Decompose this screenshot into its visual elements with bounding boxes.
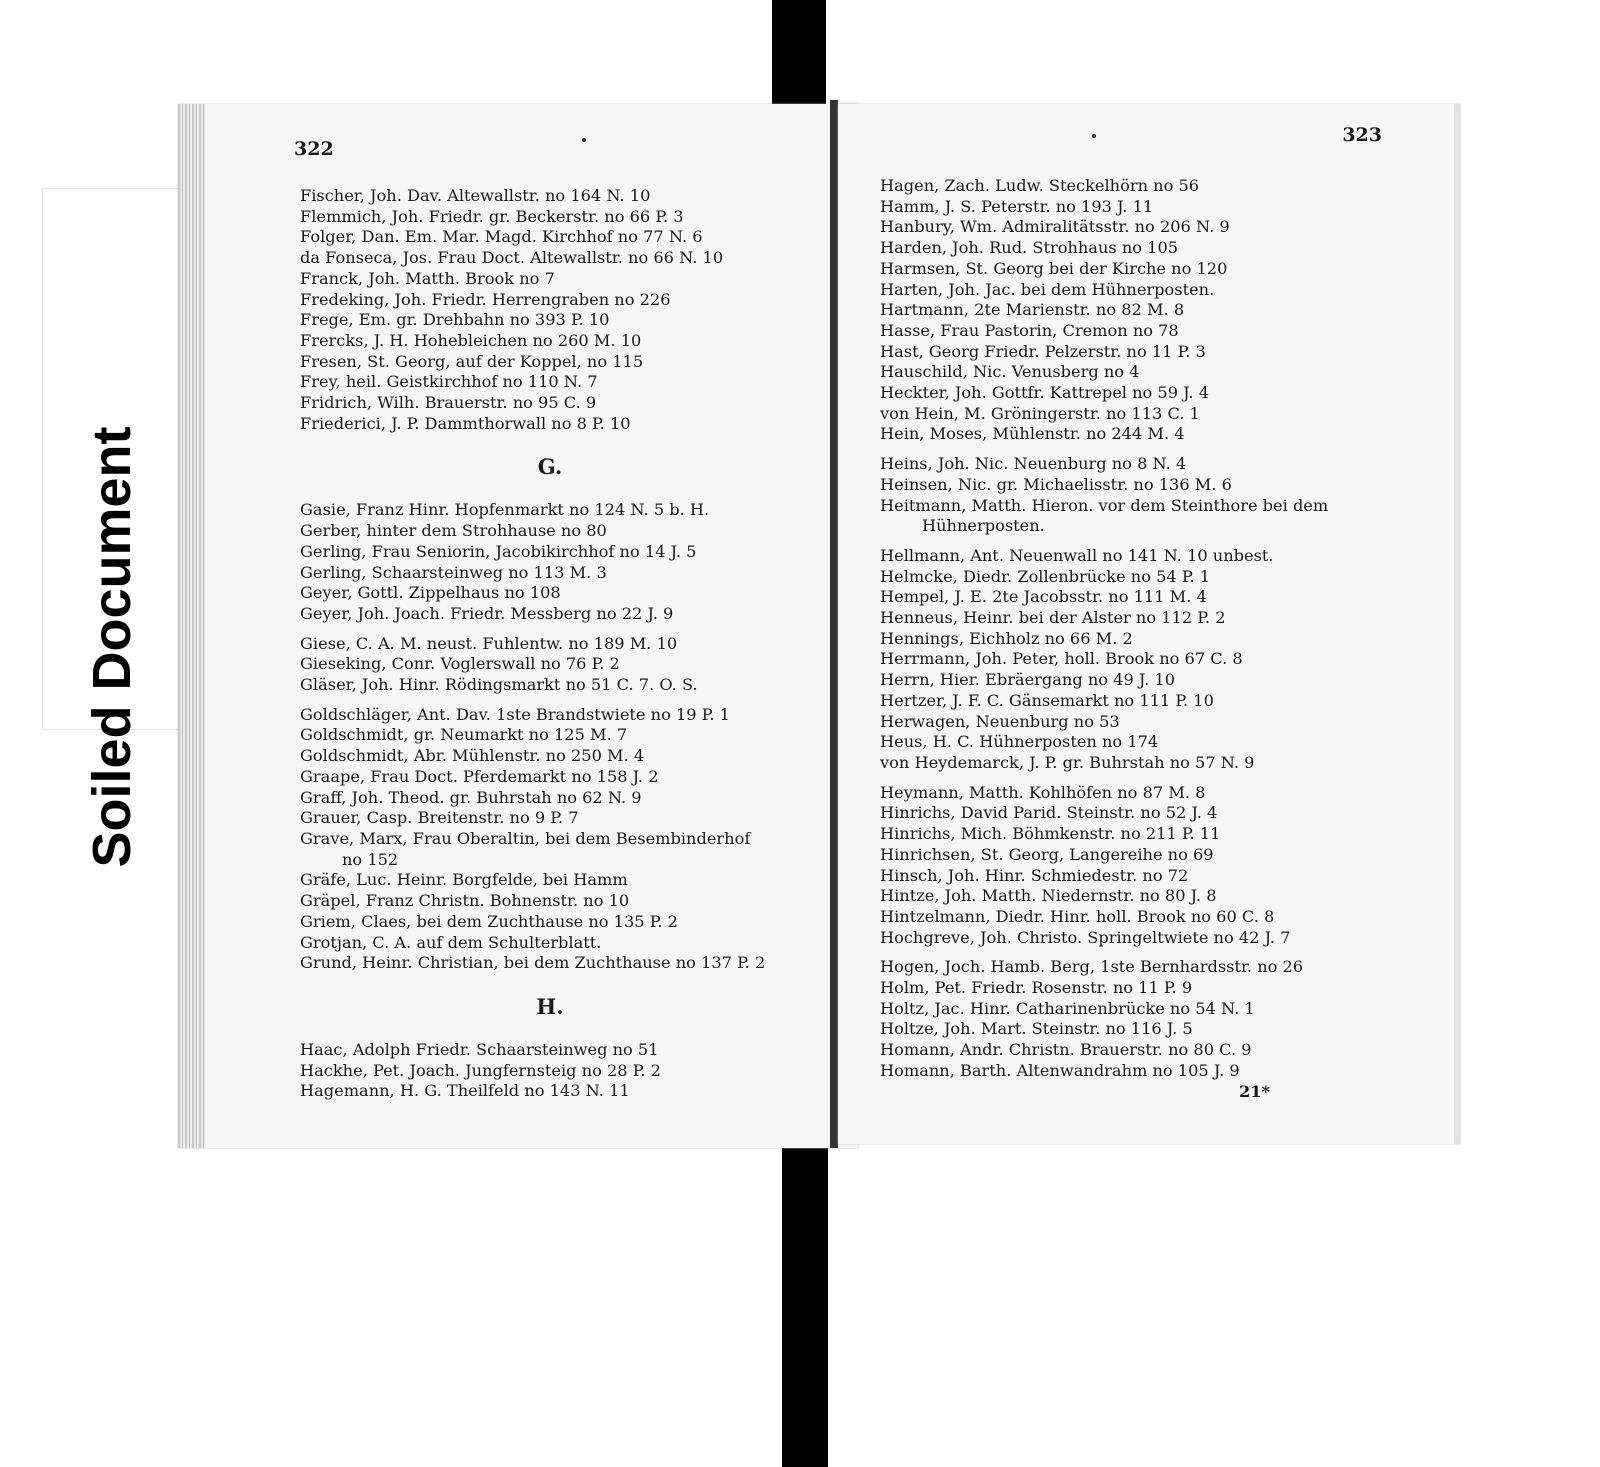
directory-entry: Hagemann, H. G. Theilfeld no 143 N. 11 — [300, 1081, 630, 1101]
page-number-left: 322 — [294, 138, 334, 160]
directory-entry: von Hein, M. Gröningerstr. no 113 C. 1 — [880, 403, 1200, 423]
directory-entry: Heitmann, Matth. Hieron. vor dem Steinthore bei dem — [880, 495, 1329, 515]
signature-mark: 21* — [1239, 1081, 1270, 1101]
directory-entry: Gläser, Joh. Hinr. Rödingsmarkt no 51 C. 7. O. S. — [300, 675, 698, 695]
directory-entry: Homann, Barth. Altenwandrahm no 105 J. 9 — [880, 1060, 1240, 1080]
directory-entry: Holm, Pet. Friedr. Rosenstr. no 11 P. 9 — [880, 978, 1193, 998]
directory-entry: Heus, H. C. Hühnerposten no 174 — [880, 732, 1159, 752]
directory-entry: Hast, Georg Friedr. Pelzerstr. no 11 P. 3 — [880, 341, 1206, 361]
directory-entry: Hartmann, 2te Marienstr. no 82 M. 8 — [880, 300, 1185, 320]
right-column — [880, 176, 1440, 1102]
directory-entry: Griem, Claes, bei dem Zuchthause no 135 P. 2 — [300, 911, 678, 931]
directory-entry: Fischer, Joh. Dav. Altewallstr. no 164 N. 10 — [300, 186, 651, 205]
binding-spine-bottom — [782, 1140, 828, 1467]
entry-group — [880, 957, 1440, 1081]
binding-spine-top — [772, 0, 826, 112]
directory-entry: Haac, Adolph Friedr. Schaarsteinweg no 51 — [300, 1039, 659, 1059]
directory-entry: Henneus, Heinr. bei der Alster no 112 P. 2 — [880, 608, 1226, 628]
tag-label: Soiled Document — [82, 426, 142, 868]
directory-entry: Holtze, Joh. Mart. Steinstr. no 116 J. 5 — [880, 1019, 1193, 1039]
directory-entry: Fredeking, Joh. Friedr. Herrengraben no 226 — [300, 289, 671, 309]
directory-entry: Hein, Moses, Mühlenstr. no 244 M. 4 — [880, 424, 1185, 444]
directory-entry: Harden, Joh. Rud. Strohhaus no 105 — [880, 238, 1179, 258]
right-page — [838, 104, 1460, 1144]
print-dot — [582, 138, 586, 142]
directory-entry: Hellmann, Ant. Neuenwall no 141 N. 10 unbest. — [880, 545, 1274, 565]
directory-entry: Grave, Marx, Frau Oberaltin, bei dem Besembinderhof — [300, 828, 751, 848]
entry-group — [880, 454, 1440, 516]
directory-entry: Harten, Joh. Jac. bei dem Hühnerposten. — [880, 279, 1215, 299]
entry-group — [300, 705, 840, 850]
directory-entry: Hochgreve, Joh. Christo. Springeltwiete no 42 J. 7 — [880, 927, 1291, 947]
directory-entry: Graape, Frau Doct. Pferdemarkt no 158 J. 2 — [300, 766, 659, 786]
directory-entry: Hintze, Joh. Matth. Niedernstr. no 80 J. 8 — [880, 886, 1217, 906]
entry-continuation: Hühnerposten. — [922, 516, 1045, 536]
entry-continuation: no 152 — [342, 849, 399, 869]
entry-group — [300, 500, 840, 624]
left-column — [300, 186, 840, 1102]
directory-entry: Hinrichs, David Parid. Steinstr. no 52 J. 4 — [880, 803, 1218, 823]
directory-entry: Goldschmidt, Abr. Mühlenstr. no 250 M. 4 — [300, 746, 645, 766]
entry-group — [880, 783, 1440, 949]
directory-entry: Franck, Joh. Matth. Brook no 7 — [300, 268, 555, 288]
directory-entry: Hempel, J. E. 2te Jacobsstr. no 111 M. 4 — [880, 587, 1207, 607]
directory-entry: Gasie, Franz Hinr. Hopfenmarkt no 124 N. 5 b. H. — [300, 500, 710, 520]
directory-entry: Gräpel, Franz Christn. Bohnenstr. no 10 — [300, 891, 630, 911]
entry-group — [880, 176, 1440, 445]
directory-entry: Gräfe, Luc. Heinr. Borgfelde, bei Hamm — [300, 870, 628, 890]
entry-group — [880, 546, 1440, 774]
directory-entry: Hasse, Frau Pastorin, Cremon no 78 — [880, 320, 1179, 340]
directory-entry: Frercks, J. H. Hohebleichen no 260 M. 10 — [300, 330, 642, 350]
group-gap — [880, 445, 1440, 454]
directory-entry: Herrmann, Joh. Peter, holl. Brook no 67 C. 8 — [880, 649, 1243, 669]
directory-entry: Grotjan, C. A. auf dem Schulterblatt. — [300, 932, 602, 952]
directory-entry: Hogen, Joch. Hamb. Berg, 1ste Bernhardsstr. no 26 — [880, 957, 1304, 977]
directory-entry: Hinrichs, Mich. Böhmkenstr. no 211 P. 11 — [880, 824, 1221, 844]
directory-entry: Grund, Heinr. Christian, bei dem Zuchthause no 137 P. 2 — [300, 953, 766, 973]
directory-entry: Gieseking, Conr. Voglerswall no 76 P. 2 — [300, 654, 620, 674]
directory-entry: Friederici, J. P. Dammthorwall no 8 P. 10 — [300, 413, 631, 433]
directory-entry: Helmcke, Diedr. Zollenbrücke no 54 P. 1 — [880, 566, 1211, 586]
directory-entry: Hertzer, J. F. C. Gänsemarkt no 111 P. 10 — [880, 690, 1214, 710]
directory-entry: Hackhe, Pet. Joach. Jungfernsteig no 28 P. 2 — [300, 1060, 661, 1080]
section-heading-g: G. — [537, 454, 563, 480]
entry-group — [300, 1040, 840, 1102]
entry-group — [300, 186, 840, 434]
directory-entry: Herrn, Hier. Ebräergang no 49 J. 10 — [880, 670, 1176, 690]
directory-entry: Hinrichsen, St. Georg, Langereihe no 69 — [880, 844, 1214, 864]
directory-entry: Geyer, Gottl. Zippelhaus no 108 — [300, 583, 561, 603]
directory-entry: Fresen, St. Georg, auf der Koppel, no 115 — [300, 351, 644, 371]
directory-entry: Hintzelmann, Diedr. Hinr. holl. Brook no 60 C. 8 — [880, 906, 1275, 926]
group-gap — [880, 537, 1440, 546]
directory-entry: da Fonseca, Jos. Frau Doct. Altewallstr. no 66 N. 10 — [300, 248, 724, 268]
entry-group — [300, 634, 840, 696]
group-gap — [300, 625, 840, 634]
directory-entry: Goldschläger, Ant. Dav. 1ste Brandstwiete no 19 P. 1 — [300, 704, 730, 724]
entry-group — [300, 870, 840, 974]
book-gutter — [830, 100, 838, 1148]
soiled-document-tag — [42, 188, 182, 868]
directory-entry: Herwagen, Neuenburg no 53 — [880, 711, 1120, 731]
directory-entry: Gerling, Frau Seniorin, Jacobikirchhof no 14 J. 5 — [300, 541, 697, 561]
directory-entry: Hinsch, Joh. Hinr. Schmiedestr. no 72 — [880, 865, 1189, 885]
directory-entry: Holtz, Jac. Hinr. Catharinenbrücke no 54 N. 1 — [880, 998, 1255, 1018]
directory-entry: Graff, Joh. Theod. gr. Buhrstah no 62 N. 9 — [300, 787, 642, 807]
directory-entry: Heckter, Joh. Gottfr. Kattrepel no 59 J. 4 — [880, 383, 1210, 403]
directory-entry: Homann, Andr. Christn. Brauerstr. no 80 C. 9 — [880, 1040, 1252, 1060]
directory-entry: Goldschmidt, gr. Neumarkt no 125 M. 7 — [300, 725, 628, 745]
left-page — [178, 104, 858, 1148]
directory-entry: Heinsen, Nic. gr. Michaelisstr. no 136 M. 6 — [880, 474, 1232, 494]
directory-entry: Hagen, Zach. Ludw. Steckelhörn no 56 — [880, 176, 1200, 195]
directory-entry: Hamm, J. S. Peterstr. no 193 J. 11 — [880, 196, 1154, 216]
directory-entry: von Heydemarck, J. P. gr. Buhrstah no 57 N. 9 — [880, 752, 1255, 772]
directory-entry: Gerling, Schaarsteinweg no 113 M. 3 — [300, 562, 607, 582]
directory-entry: Fridrich, Wilh. Brauerstr. no 95 C. 9 — [300, 393, 597, 413]
directory-entry: Geyer, Joh. Joach. Friedr. Messberg no 22 J. 9 — [300, 603, 674, 623]
group-gap — [880, 948, 1440, 957]
print-dot — [1092, 134, 1096, 138]
directory-entry: Harmsen, St. Georg bei der Kirche no 120 — [880, 258, 1228, 278]
directory-entry: Heins, Joh. Nic. Neuenburg no 8 N. 4 — [880, 454, 1187, 474]
directory-entry: Frey, heil. Geistkirchhof no 110 N. 7 — [300, 372, 598, 392]
directory-entry: Hanbury, Wm. Admiralitätsstr. no 206 N. 9 — [880, 217, 1230, 237]
page-number-right: 323 — [1342, 124, 1382, 146]
group-gap — [300, 696, 840, 705]
directory-entry: Giese, C. A. M. neust. Fuhlentw. no 189 M. 10 — [300, 633, 678, 653]
section-heading-h: H. — [536, 993, 564, 1019]
directory-entry: Frege, Em. gr. Drehbahn no 393 P. 10 — [300, 310, 610, 330]
directory-entry: Grauer, Casp. Breitenstr. no 9 P. 7 — [300, 808, 579, 828]
directory-entry: Heymann, Matth. Kohlhöfen no 87 M. 8 — [880, 782, 1206, 802]
directory-entry: Hauschild, Nic. Venusberg no 4 — [880, 362, 1140, 382]
directory-entry: Gerber, hinter dem Strohhause no 80 — [300, 521, 607, 541]
directory-entry: Folger, Dan. Em. Mar. Magd. Kirchhof no 77 N. 6 — [300, 227, 703, 247]
directory-entry: Hennings, Eichholz no 66 M. 2 — [880, 628, 1133, 648]
directory-entry: Flemmich, Joh. Friedr. gr. Beckerstr. no 66 P. 3 — [300, 206, 684, 226]
group-gap — [880, 774, 1440, 783]
